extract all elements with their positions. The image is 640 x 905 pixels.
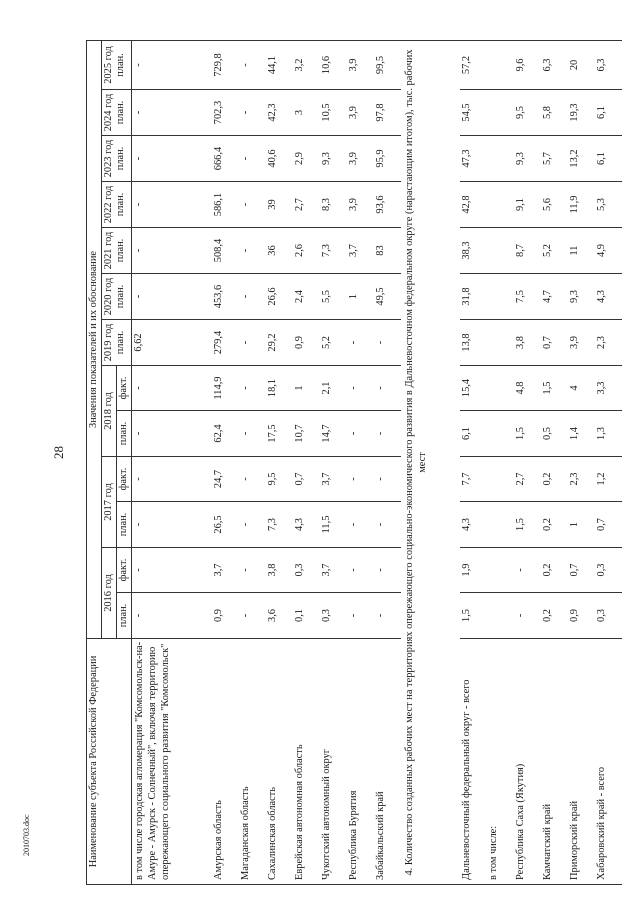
row-value: 0,9 [212, 593, 239, 639]
header-year-2016: 2016 год [101, 548, 116, 639]
row-value: 62,4 [212, 411, 239, 457]
table-row [131, 40, 212, 884]
row-value: 3,6 [266, 593, 293, 639]
row-value: 1,3 [595, 411, 622, 457]
row-value: 0,3 [595, 593, 622, 639]
row-value: 0,3 [320, 593, 347, 639]
row-value: 6,3 [541, 40, 568, 89]
table-body-bottom [460, 40, 622, 884]
table-row [320, 40, 347, 884]
row-value [487, 411, 514, 457]
section-title: 4. Количество созданных рабочих мест на территориях опережающего социально-экономического развития в Дальневосточном федеральном округе (нарастающим итогом), тыс. рабочих мест [401, 40, 459, 884]
row-subject-name: Дальневосточный федеральный округ - всего [460, 639, 487, 885]
row-value: 0,7 [541, 320, 568, 366]
row-value: 42,3 [266, 90, 293, 136]
row-value: 2,6 [293, 228, 320, 274]
table-row [239, 40, 266, 884]
row-value: - [239, 411, 266, 457]
row-subject-name: Республика Бурятия [347, 639, 374, 885]
row-value: 97,8 [374, 90, 401, 136]
row-value: 3,9 [347, 182, 374, 228]
row-value: 729,8 [212, 40, 239, 89]
header-year-2025: 2025 год план. [101, 40, 131, 89]
row-value: - [374, 502, 401, 548]
row-value: 3,9 [568, 320, 595, 366]
row-value: 5,5 [320, 274, 347, 320]
row-value: 2,9 [293, 136, 320, 182]
row-value: 10,6 [320, 40, 347, 89]
row-value: - [374, 366, 401, 411]
row-value: 9,6 [514, 40, 541, 89]
row-subject-name: Забайкальский край [374, 639, 401, 885]
row-value: 93,6 [374, 182, 401, 228]
row-value: 5,2 [320, 320, 347, 366]
row-value: 9,1 [514, 182, 541, 228]
row-value: 4,3 [460, 502, 487, 548]
row-value: - [131, 411, 212, 457]
row-value [487, 136, 514, 182]
row-value: 9,5 [514, 90, 541, 136]
row-value [487, 90, 514, 136]
row-value: 14,7 [320, 411, 347, 457]
row-value: 1,5 [514, 502, 541, 548]
row-value: 42,8 [460, 182, 487, 228]
row-value: - [239, 90, 266, 136]
row-value: - [239, 457, 266, 502]
table-body-top [131, 40, 401, 884]
row-value: 8,3 [320, 182, 347, 228]
row-value: 6,3 [595, 40, 622, 89]
row-value: 24,7 [212, 457, 239, 502]
row-value: 1 [293, 366, 320, 411]
section-block [401, 40, 459, 884]
row-value: 11,9 [568, 182, 595, 228]
row-value: 5,6 [541, 182, 568, 228]
row-value: - [514, 593, 541, 639]
row-subject-name: Еврейская автономная область [293, 639, 320, 885]
row-value: 36 [266, 228, 293, 274]
row-subject-name: Магаданская область [239, 639, 266, 885]
row-subject-name: Камчатский край [541, 639, 568, 885]
row-value: 15,4 [460, 366, 487, 411]
row-value: - [514, 548, 541, 593]
row-value: 508,4 [212, 228, 239, 274]
row-value: 1 [568, 502, 595, 548]
row-value: - [239, 593, 266, 639]
row-value: 5,7 [541, 136, 568, 182]
row-value: 4,3 [293, 502, 320, 548]
row-value [487, 593, 514, 639]
row-value [487, 366, 514, 411]
indicators-table [86, 40, 622, 885]
row-value: 8,7 [514, 228, 541, 274]
table-row [487, 40, 514, 884]
row-value: 0,3 [595, 548, 622, 593]
row-value: 17,5 [266, 411, 293, 457]
row-value: 5,3 [595, 182, 622, 228]
row-value [487, 548, 514, 593]
row-value: 38,3 [460, 228, 487, 274]
row-value: 2,3 [568, 457, 595, 502]
row-value: 0,9 [568, 593, 595, 639]
row-value: 2,3 [595, 320, 622, 366]
row-value: 2,4 [293, 274, 320, 320]
row-value: 11 [568, 228, 595, 274]
row-value: 6,62 [131, 320, 212, 366]
row-value: 9,3 [568, 274, 595, 320]
row-value: 31,8 [460, 274, 487, 320]
header-year-2024: 2024 год план. [101, 90, 131, 136]
row-value: 7,3 [266, 502, 293, 548]
header-sub: факт. [116, 548, 131, 593]
row-value: 1,5 [460, 593, 487, 639]
row-value [487, 40, 514, 89]
row-value: 9,3 [514, 136, 541, 182]
row-value: 1,2 [595, 457, 622, 502]
section-row [401, 40, 459, 884]
row-value: 6,1 [595, 136, 622, 182]
row-value: 6,1 [460, 411, 487, 457]
row-value: - [131, 90, 212, 136]
table-row [595, 40, 622, 884]
row-value: - [131, 136, 212, 182]
row-value: - [239, 136, 266, 182]
row-value: 3,7 [212, 548, 239, 593]
row-value: 9,3 [320, 136, 347, 182]
row-value: 9,5 [266, 457, 293, 502]
footer-document-code: 2010703.doc [22, 814, 31, 856]
row-value: - [374, 593, 401, 639]
row-value: 26,5 [212, 502, 239, 548]
row-value: 7,3 [320, 228, 347, 274]
row-value: 10,5 [320, 90, 347, 136]
row-value: - [239, 40, 266, 89]
row-value: - [347, 366, 374, 411]
row-value: - [374, 320, 401, 366]
table-row [514, 40, 541, 884]
row-value: - [374, 411, 401, 457]
row-value: 3,9 [347, 90, 374, 136]
row-value: 49,5 [374, 274, 401, 320]
row-value: 702,3 [212, 90, 239, 136]
header-sub: факт. [116, 457, 131, 502]
row-value: 29,2 [266, 320, 293, 366]
row-value: 11,5 [320, 502, 347, 548]
header-year-2019: 2019 год план. [101, 320, 131, 366]
row-value: - [347, 502, 374, 548]
row-value: 44,1 [266, 40, 293, 89]
row-value: 4 [568, 366, 595, 411]
row-value: 95,9 [374, 136, 401, 182]
row-value: - [374, 548, 401, 593]
header-sub: факт. [116, 366, 131, 411]
row-value: 1,9 [460, 548, 487, 593]
row-value: - [347, 457, 374, 502]
row-subject-name: в том числе: [487, 639, 514, 885]
row-value: - [131, 548, 212, 593]
row-value [487, 502, 514, 548]
row-subject-name: Республика Саха (Якутия) [514, 639, 541, 885]
row-value: 47,3 [460, 136, 487, 182]
row-value: 2,1 [320, 366, 347, 411]
header-group: Значения показателей и их обоснование [87, 40, 102, 638]
header-year-2018: 2018 год [101, 366, 116, 457]
row-value: 3,8 [266, 548, 293, 593]
header-subject: Наименование субъекта Российской Федерации [87, 639, 132, 885]
row-value: 7,5 [514, 274, 541, 320]
row-value [487, 457, 514, 502]
table-row [212, 40, 239, 884]
row-value: 19,3 [568, 90, 595, 136]
row-value: - [347, 548, 374, 593]
row-subject-name: Сахалинская область [266, 639, 293, 885]
row-value: 4,7 [541, 274, 568, 320]
row-value: - [239, 502, 266, 548]
row-value: 3,7 [320, 457, 347, 502]
row-value: 3,7 [320, 548, 347, 593]
row-value: 7,7 [460, 457, 487, 502]
row-value: 5,8 [541, 90, 568, 136]
row-value: 4,9 [595, 228, 622, 274]
row-value: 279,4 [212, 320, 239, 366]
row-value: - [131, 366, 212, 411]
row-value: - [131, 228, 212, 274]
row-value: 57,2 [460, 40, 487, 89]
row-value: - [374, 457, 401, 502]
header-sub: план. [116, 502, 131, 548]
table-row [541, 40, 568, 884]
row-value: 3 [293, 90, 320, 136]
row-value: 3,7 [347, 228, 374, 274]
row-value: - [131, 274, 212, 320]
row-value: 99,5 [374, 40, 401, 89]
row-value: 6,1 [595, 90, 622, 136]
header-year-2022: 2022 год план. [101, 182, 131, 228]
row-value: 4,8 [514, 366, 541, 411]
row-value: 3,9 [347, 136, 374, 182]
table-row [266, 40, 293, 884]
table-row [460, 40, 487, 884]
row-value: 54,5 [460, 90, 487, 136]
row-value: - [131, 502, 212, 548]
header-year-2023: 2023 год план. [101, 136, 131, 182]
page-number: 28 [51, 446, 66, 459]
row-subject-name: в том числе городская агломерация "Комсомольск-на-Амуре - Амурск - Солнечный", включая территорию опережающего социального развития "Комсомольск" [131, 639, 212, 885]
row-subject-name: Хабаровский край - всего [595, 639, 622, 885]
row-value [487, 320, 514, 366]
header-year-2017: 2017 год [101, 457, 116, 548]
row-value: 0,9 [293, 320, 320, 366]
row-value [487, 182, 514, 228]
table-row [347, 40, 374, 884]
row-value: 10,7 [293, 411, 320, 457]
row-value: 0,2 [541, 502, 568, 548]
table-row [293, 40, 320, 884]
row-value: 0,3 [293, 548, 320, 593]
row-value: 0,5 [541, 411, 568, 457]
header-year-2020: 2020 год план. [101, 274, 131, 320]
row-value: 3,3 [595, 366, 622, 411]
row-value: 5,2 [541, 228, 568, 274]
row-value: - [239, 182, 266, 228]
row-value: 1,4 [568, 411, 595, 457]
row-value: - [239, 274, 266, 320]
row-value: 13,8 [460, 320, 487, 366]
row-value: - [347, 593, 374, 639]
row-value: 3,8 [514, 320, 541, 366]
row-value: 586,1 [212, 182, 239, 228]
header-sub: план. [116, 411, 131, 457]
table-row [568, 40, 595, 884]
row-value: 2,7 [514, 457, 541, 502]
row-value: 0,2 [541, 457, 568, 502]
row-subject-name: Амурская область [212, 639, 239, 885]
table-row [374, 40, 401, 884]
row-value: 40,6 [266, 136, 293, 182]
row-value: 0,7 [568, 548, 595, 593]
row-value: 39 [266, 182, 293, 228]
row-value [487, 274, 514, 320]
row-subject-name: Чукотский автономный округ [320, 639, 347, 885]
row-value: 114,9 [212, 366, 239, 411]
row-value: 0,7 [293, 457, 320, 502]
row-value: 2,7 [293, 182, 320, 228]
row-value [487, 228, 514, 274]
row-value: 1 [347, 274, 374, 320]
row-value: 26,6 [266, 274, 293, 320]
row-value: 0,7 [595, 502, 622, 548]
row-value: - [347, 320, 374, 366]
row-value: 0,1 [293, 593, 320, 639]
header-year-2021: 2021 год план. [101, 228, 131, 274]
row-value: - [239, 320, 266, 366]
row-value: 20 [568, 40, 595, 89]
row-value: - [239, 366, 266, 411]
row-value: 18,1 [266, 366, 293, 411]
row-value: 3,9 [347, 40, 374, 89]
row-value: 13,2 [568, 136, 595, 182]
row-value: 0,2 [541, 548, 568, 593]
header-sub: план. [116, 593, 131, 639]
row-value: 4,3 [595, 274, 622, 320]
row-value: - [131, 40, 212, 89]
rotated-table-area [86, 45, 622, 885]
row-value: 666,4 [212, 136, 239, 182]
row-value: 83 [374, 228, 401, 274]
row-subject-name: Приморский край [568, 639, 595, 885]
row-value: - [131, 182, 212, 228]
row-value: - [239, 548, 266, 593]
row-value: - [347, 411, 374, 457]
row-value: 453,6 [212, 274, 239, 320]
row-value: 0,2 [541, 593, 568, 639]
row-value: 1,5 [541, 366, 568, 411]
row-value: 1,5 [514, 411, 541, 457]
row-value: 3,2 [293, 40, 320, 89]
row-value: - [239, 228, 266, 274]
row-value: - [131, 593, 212, 639]
row-value: - [131, 457, 212, 502]
